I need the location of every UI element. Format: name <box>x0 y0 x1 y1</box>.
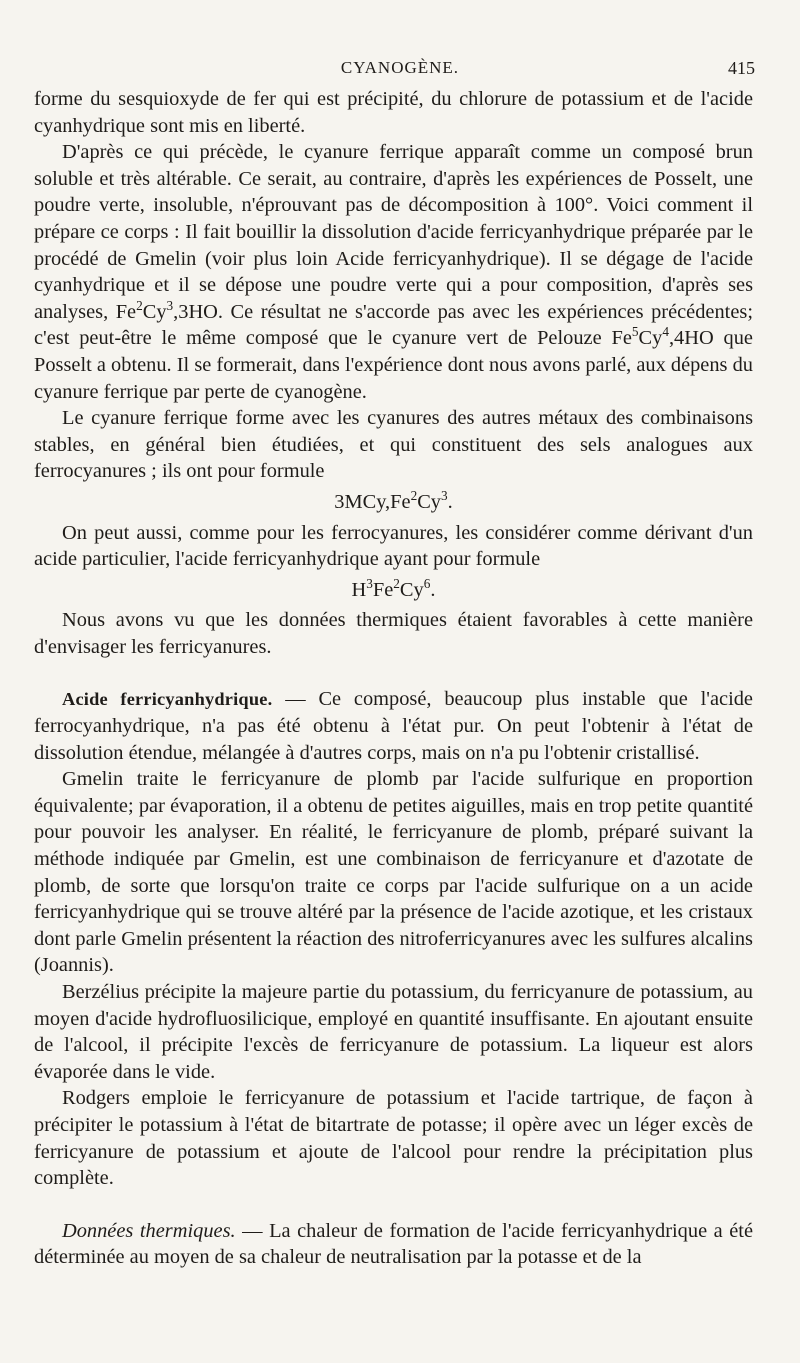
paragraph: Rodgers emploie le ferricyanure de potassium et l'acide tartrique, de façon à précipiter le potassium à l'état de bitartrate de potasse; il opère avec un léger excès de ferricyanure de potassium et ajoute de l'alcool pour rendre la précipitation plus complète. <box>34 1087 753 1190</box>
superscript: 3 <box>166 297 174 313</box>
superscript: 3 <box>366 575 373 591</box>
text-run: H <box>351 578 367 601</box>
text-run: Fe <box>372 578 394 601</box>
page-body <box>34 86 753 1271</box>
superscript: 2 <box>136 297 143 313</box>
chemical-formula <box>34 489 753 516</box>
page-number: 415 <box>728 58 755 78</box>
paragraph: Gmelin traite le ferricyanure de plomb par l'acide sulfurique en proportion équivalente; par évaporation, il a obtenu de petites aiguilles, mais en trop petite quantité pour pouvoir les analyser. En réalité, le ferricyanure de plomb, préparé suivant la méthode indiquée par Gmelin, est une combinaison de ferricyanure et d'azotate de plomb, de sorte que lorsqu'on traite ce corps par l'acide sulfurique on a un acide ferricyanhydrique qui se trouve altéré par la présence de l'acide azotique, et les cristaux dont parle Gmelin présentent la réaction des nitroferricyanures avec les sulfures alcalins (Joannis). <box>34 768 753 977</box>
section-heading: Acide ferricyanhydrique. <box>62 689 273 710</box>
superscript: 2 <box>410 488 418 504</box>
paragraph: Le cyanure ferrique forme avec les cyanures des autres métaux des combinaisons stables, en général bien étudiées, et qui constituent des sels analogues aux ferrocyanures ; ils ont pour formule <box>34 407 753 483</box>
text-run: Cy <box>638 327 663 350</box>
text-run: 3MCy,Fe <box>334 490 411 513</box>
chemical-formula <box>34 577 753 604</box>
paragraph: On peut aussi, comme pour les ferrocyanures, les considérer comme dérivant d'un acide particulier, l'acide ferricyanhydrique ayant pour formule <box>34 521 753 571</box>
text-run: . <box>430 578 436 601</box>
section-paragraph <box>34 686 753 766</box>
paragraph <box>34 139 753 405</box>
paragraph: Nous avons vu que les données thermiques étaient favorables à cette manière d'envisager les ferricyanures. <box>34 609 753 658</box>
text-run: ,3HO. Ce résultat ne s'accorde pas avec les expériences précédentes; c'est peut-être le même composé que le cyanure vert de Pelouze Fe <box>34 300 753 350</box>
text-run: Cy <box>142 300 167 323</box>
paragraph: forme du sesquioxyde de fer qui est précipité, du chlorure de potassium et de l'acide cyanhydrique sont mis en liberté. <box>34 88 753 137</box>
superscript: 2 <box>393 575 400 591</box>
text-run: D'après ce qui précède, le cyanure ferrique apparaît comme un composé brun soluble et très altérable. Ce serait, au contraire, d'après les expériences de Posselt, une poudre verte, insoluble, n'éprouvant pas de décomposition à 100°. Voici comment il prépare ce corps : Il fait bouillir la dissolution d'acide ferricyanhydrique préparée par le procédé de Gmelin (voir plus loin Acide ferricyanhydrique). Il se dégage de l'acide cyanhydrique et il se dépose une poudre verte qui a pour composition, d'après ses analyses, Fe <box>34 141 753 323</box>
section-gap <box>34 1192 753 1218</box>
text-run: Cy <box>399 578 424 601</box>
text-run: ,4HO que Posselt a obtenu. Il se formerait, dans l'expérience dont nous avons parlé, aux dépens du cyanure ferrique par perte de cyanogène. <box>34 327 753 403</box>
section-gap <box>34 660 753 686</box>
paragraph: Berzélius précipite la majeure partie du potassium, du ferricyanure de potassium, au moyen d'acide hydrofluosilicique, employé en quantité insuffisante. En ajoutant ensuite de l'alcool, il précipite l'excès de ferricyanure de potassium. La liqueur est alors évaporée dans le vide. <box>34 981 753 1083</box>
text-run: — La chaleur de formation de l'acide ferricyanhydrique a été déterminée au moyen de sa chaleur de neutralisation par la potasse et de la <box>34 1219 754 1269</box>
text-run: . <box>447 490 453 513</box>
superscript: 3 <box>440 488 448 504</box>
superscript: 4 <box>662 324 669 340</box>
section-paragraph <box>34 1218 753 1271</box>
superscript: 6 <box>423 575 431 591</box>
page-header <box>0 58 800 84</box>
text-run: Cy <box>417 490 441 513</box>
text-run: — Ce composé, beaucoup plus instable que l'acide ferrocyanhydrique, n'a pas été obtenu à l'état pur. On peut l'obtenir à l'état de dissolution étendue, mélangée à d'autres corps, mais on n'a pu l'obtenir cristallisé. <box>34 688 753 764</box>
superscript: 5 <box>631 324 639 340</box>
section-heading: Données thermiques. <box>62 1219 236 1242</box>
running-title: CYANOGÈNE. <box>340 58 460 77</box>
